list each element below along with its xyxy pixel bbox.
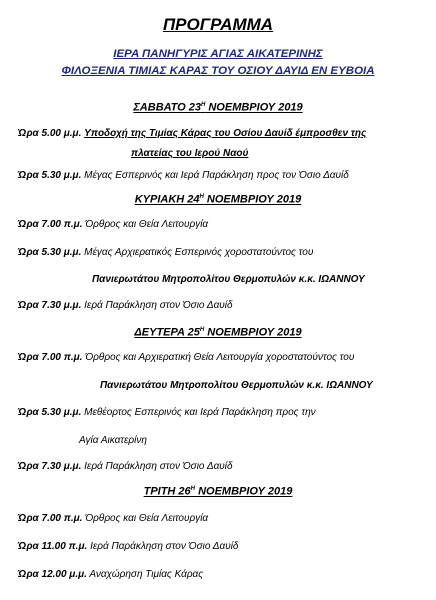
entry-time: Ώρα 7.30 μ.μ. xyxy=(18,300,82,311)
entry-continuation: Πανιερωτάτου Μητροπολίτου Θερμοπυλών κ.κ. ΙΩΑΝΝΟΥ xyxy=(100,380,373,391)
entry-text: Ιερά Παράκληση στον Όσιο Δαυίδ xyxy=(84,461,233,472)
schedule-entry xyxy=(18,301,233,311)
entry-text: Μέγας Εσπερινός και Ιερά Παράκληση προς τον Όσιο Δαυίδ xyxy=(84,170,349,181)
entry-time: Ώρα 5.30 μ.μ. xyxy=(18,170,82,181)
entry-continuation: Αγία Αικατερίνη xyxy=(79,435,147,446)
entry-time: Ώρα 12.00 μ.μ. xyxy=(18,569,87,580)
entry-time: Ώρα 7.30 μ.μ. xyxy=(18,461,82,472)
schedule-entry xyxy=(18,514,208,524)
document-title: ΠΡΟΓΡΑΜΜΑ xyxy=(162,15,274,34)
entry-time: Ώρα 11.00 π.μ. xyxy=(18,541,88,552)
entry-time: Ώρα 7.00 π.μ. xyxy=(18,219,83,230)
entry-time: Ώρα 7.00 π.μ. xyxy=(18,352,83,363)
schedule-entry xyxy=(18,220,208,230)
schedule-entry xyxy=(18,353,354,363)
entry-text: Όρθρος και Αρχιερατική Θεία Λειτουργία χοροστατούντος του xyxy=(85,352,355,363)
entry-continuation: πλατείας του Ιερού Ναού xyxy=(131,148,249,159)
schedule-entry xyxy=(18,570,203,580)
subtitle-feast: ΙΕΡΑ ΠΑΝΗΓΥΡΙΣ ΑΓΙΑΣ ΑΙΚΑΤΕΡΙΝΗΣ xyxy=(113,48,323,60)
day-heading-tuesday: ΤΡΙΤΗ $26^H$ ΝΟΕΜΒΡΙΟΥ 2019 xyxy=(143,485,293,498)
schedule-entry xyxy=(18,248,313,258)
entry-text: Αναχώρηση Τιμίας Κάρας xyxy=(89,569,204,580)
entry-continuation: Πανιερωτάτου Μητροπολίτου Θερμοπυλών κ.κ. ΙΩΑΝΝΟΥ xyxy=(92,274,365,285)
subtitle-relic-hosting: ΦΙΛΟΞΕΝΙΑ ΤΙΜΙΑΣ ΚΑΡΑΣ ΤΟΥ ΟΣΙΟΥ ΔΑΥΙΔ ΕΝ ΕΥΒΟΙΑ xyxy=(61,65,375,77)
entry-text: Μέγας Αρχιερατικός Εσπερινός χοροστατούντος του xyxy=(84,247,314,258)
entry-text: Όρθρος και Θεία Λειτουργία xyxy=(85,513,209,524)
entry-text: Μεθέορτος Εσπερινός και Ιερά Παράκληση προς την xyxy=(84,407,316,418)
day-heading-saturday: ΣΑΒΒΑΤΟ $23^H$ ΝΟΕΜΒΡΙΟΥ 2019 xyxy=(133,101,303,114)
schedule-entry xyxy=(18,542,238,552)
schedule-entry xyxy=(18,129,366,139)
schedule-entry xyxy=(18,171,349,181)
entry-text: Ιερά Παράκληση στον Όσιο Δαυίδ xyxy=(84,300,233,311)
entry-text: Ιερά Παράκληση στον Όσιο Δαυίδ xyxy=(90,541,239,552)
entry-text: Υποδοχή της Τιμίας Κάρας του Οσίου Δαυίδ έμπροσθεν της xyxy=(84,128,367,139)
entry-time: Ώρα 5.30 μ.μ. xyxy=(18,247,82,258)
day-heading-sunday: ΚΥΡΙΑΚΗ $24^H$ ΝΟΕΜΒΡΙΟΥ 2019 xyxy=(134,193,302,206)
entry-time: Ώρα 5.30 μ.μ. xyxy=(18,407,82,418)
entry-text: Όρθρος και Θεία Λειτουργία xyxy=(85,219,209,230)
schedule-entry xyxy=(18,462,233,472)
day-heading-monday: ΔΕΥΤΕΡΑ $25^H$ ΝΟΕΜΒΡΙΟΥ 2019 xyxy=(134,326,302,339)
entry-time: Ώρα 7.00 π.μ. xyxy=(18,513,83,524)
entry-time: Ώρα 5.00 μ.μ. xyxy=(18,128,82,139)
schedule-entry xyxy=(18,408,316,418)
